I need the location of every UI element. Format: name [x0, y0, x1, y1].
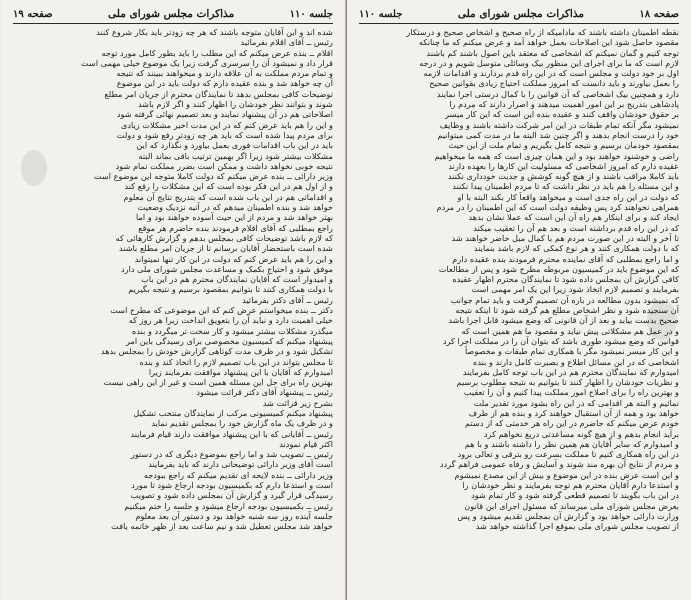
text-line: تا آخر و البته در این صورت مردم هم با کمال میل حاضر خواهند شد — [451, 232, 679, 243]
text-line: آن چه خواهد شد و بنده عقیده دارم که دولت باید در این موضوع — [116, 78, 333, 89]
text-line: نمائیم و البته هر اقدامی که در این راه بشود مورد تقدیر ملت — [473, 397, 679, 408]
text-line: رئیس ــ تصویب شد و اما راجع بموضوع دیگری که در دستور — [130, 449, 333, 460]
text-line: و این کار میسر نمیشود مگر با همکاری تمام طبقات و مخصوصاً — [465, 346, 679, 357]
text-line: و مردم از نتایج آن بهره مند شوند و آسایش و رفاه عمومی فراهم گردد — [439, 459, 679, 470]
text-line: توضیحات کافی بمجلس بدهد تا نمایندگان محترم از جریان امر مطلع — [104, 88, 333, 99]
text-line: بشرح زیر قرائت شد — [262, 397, 333, 408]
text-line: وزارت دارائی خواهد بود و گزارش آن بمجلس تقدیم میشود و پس — [457, 510, 679, 521]
text-line: بمقصود خودمان برسیم و نتیجه کامل بگیریم و تمام ملت از این حیث — [448, 140, 679, 151]
text-line: همراهی نخواهند کرد پس وظیفه دولت است که این اطمینان را در مردم — [436, 202, 679, 213]
text-line: ایجاد کند و برای اینکار هم راه آن این است که عملا نشان بدهد — [468, 212, 679, 223]
text-line: از تصویب مجلس شورای ملی بموقع اجرا گذاشته خواهد شد — [475, 521, 679, 532]
text-line: وزیر دارائی ــ بنده لایحه ای تقدیم میکنم که راجع ببودجه — [143, 469, 333, 480]
text-line: پیشنهاد میکنم کمیسیونی مرکب از نمایندگان منتخب تشکیل — [133, 407, 333, 418]
text-line: رئیس ــ پیشنهاد آقای دکتر قرائت میشود — [196, 387, 333, 398]
text-line: و اقداماتی هم در این باب شده است که بتدریج نتایج آن معلوم — [123, 191, 333, 202]
text-line: تشکیل شود و در ظرف مدت کوتاهی گزارش خودش را بمجلس بدهد — [100, 346, 333, 357]
text-line: که لازم باشد توضیحات کافی بمجلس بدهم و گزارش کارهائی که — [115, 232, 333, 243]
right-page-session: جلسه ۱۱۰ — [359, 8, 403, 20]
text-line: است و استدعا دارم که بکمیسیون بودجه ارجاع شود تا مورد — [131, 480, 333, 491]
text-line: اکثر قیام نمودند — [279, 438, 333, 449]
text-line: در این راه همکاری کنیم تا مملکت بسرعت رو بترقی و تعالی برود — [457, 449, 679, 460]
text-line: بعرض مجلس شورای ملی میرساند که مسئول اجرای این قانون — [464, 500, 679, 511]
text-line: اقلام ــ بنده عرض میکنم که این مطلب را باید بطور کامل مورد توجه — [101, 47, 333, 58]
text-line: رسیدگی قرار گیرد و گزارش آن بمجلس داده شود و تصویب — [130, 490, 333, 501]
text-line: و امیدوارم که سایر آقایان هم همین نظر را داشته باشند و با هم — [464, 438, 679, 449]
text-line: پادشاهی بتدریج بر این امور اهمیت میدهند و اصرار دارند که مردم را — [449, 99, 679, 110]
text-line: را بعمل بیاورند و باید دانست که امروز مملکت احتیاج زیادی بقوانین صحیح — [429, 78, 679, 89]
right-page-body — [359, 27, 679, 532]
text-line: که نمیشود بدون مطالعه در باره آن تصمیم گرفت و باید تمام جوانب — [450, 294, 679, 305]
text-line: خیلی اهمیت دارد و نباید آن را بتعویق انداخت زیرا هر روز که — [128, 315, 333, 326]
text-line: برای مردم پیدا شده است که باید هر چه زودتر رفع شود و دولت — [116, 129, 333, 140]
text-line: راجع بمطلبی که آقای اقلام فرمودند بنده حاضرم هر موقع — [138, 222, 333, 233]
text-line: موفق شود و احتیاج بکمک و مساعدت مجلس شورای ملی دارد — [120, 263, 333, 274]
text-line: با دولت همکاری کنند تا بتوانیم بمقصود برسیم و نتیجه بگیریم — [128, 284, 333, 295]
right-page-running-title: مذاکرات مجلس شورای ملی — [457, 8, 584, 20]
text-line: شده است باستحضار آقایان برسانم تا از جریان امر مطلع باشند — [118, 243, 333, 254]
text-line: میگذرد مشکلات بیشتر میشود و کار سخت تر میگردد و بنده — [132, 325, 333, 336]
text-line: که با دولت همکاری کنند و هر نوع کمکی که لازم باشد بنمایند — [473, 243, 679, 254]
text-line: خودم عرض میکنم که حاضرم در این راه هر خدمتی که از دستم — [465, 418, 679, 429]
text-line: دکتر ــ بنده میخواستم عرض کنم که این موضوعی که مطرح است — [110, 305, 333, 316]
text-line: بفرمایند و تصمیم لازم اتخاذ شود زیرا این یک امر مهمی است — [471, 284, 679, 295]
text-line: و تمام مردم مملکت به آن علاقه دارند و میخواهند ببینند که نتیجه — [116, 68, 333, 79]
text-line: نتیجه خوبی نخواهد داشت و ممکن است بضرر مملکت تمام شود — [115, 160, 333, 171]
text-line: و این مسئله را هم باید در نظر داشت که تا مردم اطمینان پیدا نکنند — [452, 181, 679, 192]
text-line: نمیشود مگر آنکه تمام طبقات در این امر شرکت داشته باشند و وظایف — [439, 119, 679, 130]
text-line: دارد و همچنین بیک اشخاصی که آن قوانین را با کمال درستی اجرا نمایند — [436, 88, 679, 99]
text-line: صحیح بدست بیاید و بعد از آن قانونی که وضع میشود قابل اجرا باشد — [448, 315, 679, 326]
text-line: که دولت در این راه جدی است و میخواهد واقعاً کار بکند البته با او — [457, 191, 679, 202]
text-line: لازم است که ما برای اجرای این منظور بیک وسائلی متوسل شویم و در درجه — [419, 57, 679, 68]
text-line: شوند و بتوانند نظر خودشان را اظهار کنند و اگر لازم باشد — [137, 99, 333, 110]
text-line: خود را درست انجام بدهند و اگر چنین شد البته ما در مدت کمی میتوانیم — [437, 129, 679, 140]
text-line: بهتر خواهد شد و مردم از این حیث آسوده خواهند بود و اما — [136, 212, 333, 223]
text-line: آن سنجیده شود و نظر اشخاص مطلع هم گرفته شود تا اینکه نتیجه — [455, 305, 679, 316]
text-line: بر حقوق خودشان واقف کنند و عقیده بنده این است که این کار میسر — [445, 109, 679, 120]
text-line: باید کاملا مراقب باشند و از هیچ گونه کوشش و جدیت خودداری نکنند — [447, 171, 679, 182]
left-page-number: صفحه ۱۹ — [13, 8, 53, 20]
text-line: و این را هم باید عرض کنم که دولت در این کار تنها نمیتواند — [134, 253, 333, 264]
text-line: پیشنهاد میکنم که کمیسیون مخصوصی برای رسیدگی باین امر — [126, 335, 333, 346]
text-line: و این است عرض بنده در این موضوع و بیش از این مصدع نمیشوم — [454, 469, 679, 480]
text-line: رئیس ــ آقایانی که با این پیشنهاد موافقت دارند قیام فرمایند — [130, 428, 333, 439]
text-line: و در عمل هم مشکلاتی پیش نیاید و مقصود ما هم همین است که — [461, 325, 679, 336]
text-line: و نظریات خودشان را اظهار کنند تا بتوانیم به نتیجه مطلوب برسیم — [456, 377, 679, 388]
left-page-running-title: مذاکرات مجلس شورای ملی — [108, 8, 235, 20]
text-line: برآید انجام بدهم و از هیچ گونه مساعدتی دریغ نخواهم کرد — [483, 428, 679, 439]
text-line: رئیس ــ آقای دکتر بفرمائید — [242, 294, 333, 305]
text-line: است آقای وزیر دارائی توضیحاتی دارند که باید بفرمایند — [148, 459, 333, 470]
text-line: کافی گزارش آن بمجلس داده شود تا نمایندگان محترم اظهار عقیده — [452, 274, 679, 285]
text-line: و امیدوار است که آقایان نمایندگان محترم هم در این باب — [141, 274, 333, 285]
text-line: اصلاحاتی هم در آن پیشنهاد نمایند و بعد تصمیم نهائی گرفته شود — [116, 109, 333, 120]
text-line: و استدعا دارم آقایان محترم هم توجه بفرمایند و نظر خودشان را — [462, 480, 679, 491]
text-line: تا مجلس بتواند در این باب تصمیم لازم را اتخاذ کند و بنده — [139, 356, 333, 367]
text-line: خواهد بود و همه از آن استقبال خواهند کرد و بنده هم از طرف — [468, 407, 679, 418]
text-line: رئیس ــ آقای اقلام بفرمائید — [240, 37, 333, 48]
text-line: راضی و خوشنود خواهند بود و این همان چیزی است که همه ما میخواهیم — [434, 150, 679, 161]
text-line: و بهترین راه را برای اصلاح امور مملکت پیدا کنیم و آن را تعقیب — [463, 387, 679, 398]
text-line: شده اند و این آقایان متوجه باشند که هر چه زودتر باید بکار شروع کنند — [96, 27, 333, 37]
right-page-number: صفحه ۱۸ — [639, 8, 679, 20]
text-line: قرار داد و نمیشود آن را سرسری گرفت زیرا یک موضوع خیلی مهمی است — [81, 57, 333, 68]
text-line: امیدوارم که آقایان با این پیشنهاد موافقت بفرمایند زیرا — [148, 366, 333, 377]
text-line: اول بر خود دولت و مجلس است که در این راه قدم بردارند و اقدامات لازمه — [423, 68, 679, 79]
left-page — [1, 0, 346, 600]
text-line: خواهد شد و بنده اطمینان میدهم که در آتیه نزدیک وضعیت — [137, 202, 333, 213]
text-line: اشخاصی که در این مسائل اطلاع و بصیرت کامل دارند و بنده — [473, 356, 679, 367]
text-line: وزیر دارائی ــ بنده عرض میکنم که دولت کاملا متوجه این موضوع است — [93, 171, 333, 182]
text-line: و اما راجع بمطلبی که آقای نماینده محترم فرمودند بنده عقیده دارم — [452, 253, 679, 264]
text-line: توجه کنیم و گمان نمیکنم که اشخاصی که معتقد باین اصول باشند کم باشند — [426, 47, 679, 58]
text-line: نقطه اطمینان داشته باشند که مادامیکه از راه صحیح و اشخاص صحیح و درستکار — [406, 27, 679, 37]
text-line: که در این راه قدم برداشته است و بعد هم آن را تعقیب میکند — [473, 222, 679, 233]
text-line: خواهد شد مجلس تعطیل شد و نیم ساعت بعد از ظهر خاتمه یافت — [111, 521, 333, 532]
text-line: و این را هم باید عرض کنم که در این مدت اخیر مشکلات زیادی — [120, 119, 333, 130]
text-line: مقصود حاصل شود این اصلاحات بعمل خواهد آمد و عرض میکنم که ما چنانکه — [418, 37, 679, 48]
text-line: و از اول هم در این فکر بوده است که این مشکلات را رفع کند — [124, 181, 333, 192]
text-line: در این باب بگویند تا تصمیم قطعی گرفته شود و کار تمام شود — [471, 490, 679, 501]
text-line: امیدوارم که نمایندگان محترم هم در این باب توجه کامل بفرمایند — [462, 366, 679, 377]
text-line: بهترین راه برای حل این مسئله همین است و غیر از این راهی نیست — [103, 377, 333, 388]
right-page — [346, 0, 691, 600]
left-page-session: جلسه ۱۱۰ — [289, 8, 333, 20]
text-line: باید در این باب اقدامات فوری بعمل بیاورد و نگذارد که این — [136, 140, 333, 151]
text-line: عقیده دارم که امروز اشخاصی که مسئولیت این کارها را بعهده دارند — [448, 160, 679, 171]
text-line: و در ظرف یک ماه گزارش خود را بمجلس تقدیم نماید — [151, 418, 333, 429]
text-line: رئیس ــ بکمیسیون بودجه ارجاع میشود و جلسه را ختم میکنیم — [124, 500, 333, 511]
text-line: قوانین که وضع میشود طوری باشد که بتوان آن را در مملکت اجرا کرد — [442, 335, 679, 346]
left-page-header — [13, 8, 333, 24]
left-page-body — [13, 27, 333, 532]
text-line: جلسه آینده روز سه شنبه خواهد بود و دستور آن بعد معلوم — [135, 510, 333, 521]
right-page-header — [359, 8, 679, 24]
text-line: مشکلات بیشتر شود زیرا اگر بهمین ترتیب باقی بماند البته — [138, 150, 333, 161]
text-line: که این موضوع باید در کمیسیون مربوطه مطرح شود و پس از مطالعات — [438, 263, 679, 274]
